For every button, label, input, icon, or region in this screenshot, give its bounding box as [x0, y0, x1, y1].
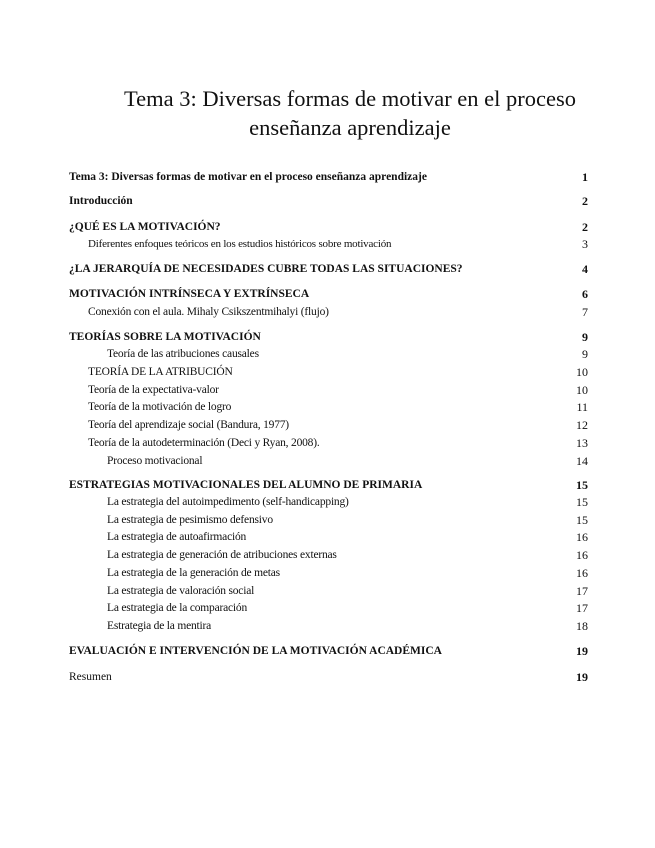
toc-entry-page: 12	[576, 418, 588, 432]
toc-entry-page: 9	[582, 347, 588, 361]
toc-entry-page: 4	[582, 262, 588, 276]
toc-entry-label: EVALUACIÓN E INTERVENCIÓN DE LA MOTIVACIÓN ACADÉMICA	[69, 645, 442, 657]
toc-entry[interactable]	[0, 435, 655, 451]
toc-entry-page: 6	[582, 287, 588, 301]
toc-entry-label: Teoría del aprendizaje social (Bandura, 1977)	[88, 419, 289, 431]
toc-entry[interactable]	[0, 304, 655, 320]
toc-entry-page: 16	[576, 548, 588, 562]
toc-entry-label: Conexión con el aula. Mihaly Csikszentmihalyi (flujo)	[88, 306, 329, 318]
toc-entry-label: La estrategia del autoimpedimento (self-handicapping)	[107, 496, 349, 508]
toc-entry[interactable]	[0, 529, 655, 545]
toc-entry-label: Tema 3: Diversas formas de motivar en el proceso enseñanza aprendizaje	[69, 171, 427, 183]
toc-entry-label: Introducción	[69, 195, 133, 207]
toc-entry[interactable]	[0, 547, 655, 563]
toc-entry[interactable]	[0, 600, 655, 616]
toc-entry-page: 3	[582, 237, 588, 251]
toc-entry-label: La estrategia de valoración social	[107, 585, 255, 597]
toc-entry[interactable]	[0, 399, 655, 415]
toc-entry[interactable]	[0, 453, 655, 469]
toc-entry-label: Resumen	[69, 671, 112, 683]
toc-entry-page: 15	[576, 478, 588, 492]
toc-entry[interactable]	[0, 565, 655, 581]
toc-entry[interactable]	[0, 236, 655, 252]
toc-entry[interactable]	[0, 669, 655, 685]
toc-entry[interactable]	[0, 382, 655, 398]
toc-entry-label: La estrategia de la comparación	[107, 602, 248, 614]
document-title-line-1: Tema 3: Diversas formas de motivar en el proceso	[123, 86, 577, 111]
toc-entry-label: TEORÍA DE LA ATRIBUCIÓN	[88, 366, 233, 378]
toc-entry[interactable]	[0, 364, 655, 380]
toc-entry[interactable]	[0, 169, 655, 185]
toc-entry[interactable]	[0, 643, 655, 659]
toc-entry-label: Teoría de la motivación de logro	[88, 401, 232, 413]
toc-entry-label: Proceso motivacional	[107, 455, 203, 467]
toc-entry-page: 14	[576, 454, 588, 468]
toc-entry-page: 16	[576, 566, 588, 580]
toc-entry-page: 16	[576, 530, 588, 544]
toc-entry-label: TEORÍAS SOBRE LA MOTIVACIÓN	[69, 331, 261, 343]
toc-entry[interactable]	[0, 477, 655, 493]
toc-entry-label: Teoría de la expectativa-valor	[88, 384, 219, 396]
toc-entry-page: 7	[582, 305, 588, 319]
toc-entry-page: 10	[576, 383, 588, 397]
toc-entry-label: Diferentes enfoques teóricos en los estudios históricos sobre motivación	[88, 238, 392, 250]
toc-entry-page: 11	[576, 400, 588, 414]
toc-entry-page: 10	[576, 365, 588, 379]
toc-entry-label: Teoría de las atribuciones causales	[107, 348, 259, 360]
toc-entry-page: 15	[576, 495, 588, 509]
toc-entry-label: La estrategia de pesimismo defensivo	[107, 514, 273, 526]
toc-entry-page: 1	[582, 170, 588, 184]
toc-entry[interactable]	[0, 346, 655, 362]
toc-entry[interactable]	[0, 193, 655, 209]
toc-entry-page: 13	[576, 436, 588, 450]
toc-entry[interactable]	[0, 286, 655, 302]
toc-entry[interactable]	[0, 583, 655, 599]
toc-entry-page: 17	[576, 584, 588, 598]
toc-entry[interactable]	[0, 512, 655, 528]
toc-entry-label: MOTIVACIÓN INTRÍNSECA Y EXTRÍNSECA	[69, 288, 310, 300]
document-title-line-2: enseñanza aprendizaje	[249, 115, 451, 140]
toc-entry-label: La estrategia de la generación de metas	[107, 567, 280, 579]
toc-entry[interactable]	[0, 329, 655, 345]
toc-entry[interactable]	[0, 219, 655, 235]
toc-entry[interactable]	[0, 261, 655, 277]
toc-entry-label: ¿QUÉ ES LA MOTIVACIÓN?	[69, 221, 221, 233]
toc-entry-page: 17	[576, 601, 588, 615]
toc-entry-page: 2	[582, 194, 588, 208]
toc-entry[interactable]	[0, 417, 655, 433]
toc-entry-label: La estrategia de generación de atribuciones externas	[107, 549, 337, 561]
toc-entry[interactable]	[0, 618, 655, 634]
toc-entry-page: 19	[576, 670, 588, 684]
toc-entry-page: 15	[576, 513, 588, 527]
toc-entry-page: 18	[576, 619, 588, 633]
toc-entry-label: ¿LA JERARQUÍA DE NECESIDADES CUBRE TODAS LAS SITUACIONES?	[69, 263, 463, 275]
toc-entry-label: Teoría de la autodeterminación (Deci y Ryan, 2008).	[88, 437, 320, 449]
toc-entry-page: 2	[582, 220, 588, 234]
toc-entry[interactable]	[0, 494, 655, 510]
toc-entry-label: La estrategia de autoafirmación	[107, 531, 247, 543]
toc-entry-label: ESTRATEGIAS MOTIVACIONALES DEL ALUMNO DE PRIMARIA	[69, 479, 423, 491]
toc-entry-label: Estrategia de la mentira	[107, 620, 212, 632]
toc-entry-page: 9	[582, 330, 588, 344]
toc-entry-page: 19	[576, 644, 588, 658]
